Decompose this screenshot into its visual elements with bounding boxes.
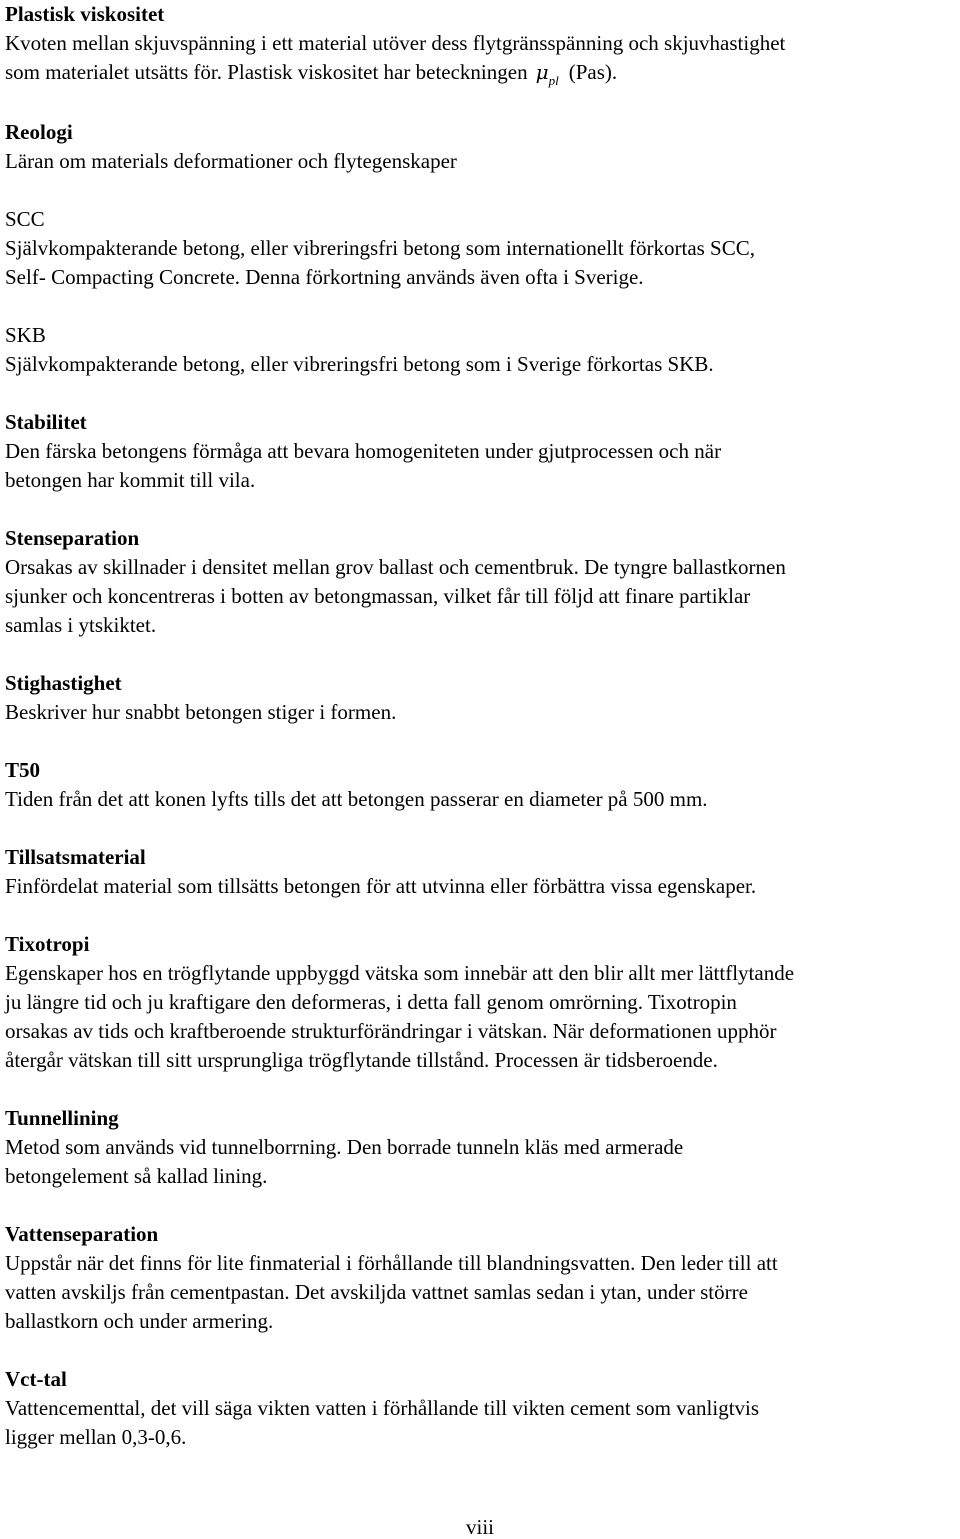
definition-line: sjunker och koncentreras i botten av betongmassan, vilket får till följd att finare partiklar bbox=[5, 584, 751, 608]
term-heading: T50 bbox=[5, 758, 41, 782]
definition-line: Beskriver hur snabbt betongen stiger i formen. bbox=[5, 700, 397, 724]
glossary-entry-skb bbox=[5, 321, 955, 379]
definition-line: vatten avskiljs från cementpastan. Det avskiljda vattnet samlas sedan i ytan, under större bbox=[5, 1280, 748, 1304]
glossary-entry-tunnellining bbox=[5, 1104, 955, 1191]
mu-symbol: μ bbox=[535, 60, 549, 84]
term-heading: Plastisk viskositet bbox=[5, 2, 165, 26]
definition-line: betongen har kommit till vila. bbox=[5, 468, 256, 492]
definition-text: som materialet utsätts för. Plastisk viskositet har beteckningen bbox=[5, 60, 528, 84]
definition-line: Finfördelat material som tillsätts betongen för att utvinna eller förbättra vissa egenskaper. bbox=[5, 874, 757, 898]
term-heading: Stighastighet bbox=[5, 671, 122, 695]
glossary-entry-tixotropi bbox=[5, 930, 955, 1075]
glossary-entry-stighastighet bbox=[5, 669, 955, 727]
term-heading: Reologi bbox=[5, 120, 73, 144]
definition-line: ju längre tid och ju kraftigare den deformeras, i detta fall genom omrörning. Tixotropin bbox=[5, 990, 737, 1014]
glossary-entry-reologi bbox=[5, 118, 955, 176]
glossary-entry-stabilitet bbox=[5, 408, 955, 495]
page-number: viii bbox=[465, 1515, 494, 1539]
glossary-entry-stenseparation bbox=[5, 524, 955, 640]
definition-line: Läran om materials deformationer och flytegenskaper bbox=[5, 149, 457, 173]
definition-line: Self- Compacting Concrete. Denna förkortning används även ofta i Sverige. bbox=[5, 265, 644, 289]
term-heading: SCC bbox=[5, 207, 45, 231]
glossary-entry-vattenseparation bbox=[5, 1220, 955, 1336]
definition-line: betongelement så kallad lining. bbox=[5, 1164, 268, 1188]
term-heading: Stenseparation bbox=[5, 526, 140, 550]
definition-line-with-symbol bbox=[5, 58, 955, 89]
glossary-entry-tillsatsmaterial bbox=[5, 843, 955, 901]
symbol-unit: (Pas). bbox=[568, 60, 618, 84]
definition-line: Den färska betongens förmåga att bevara homogeniteten under gjutprocessen och när bbox=[5, 439, 722, 463]
definition-line: ballastkorn och under armering. bbox=[5, 1309, 274, 1333]
definition-line: samlas i ytskiktet. bbox=[5, 613, 157, 637]
term-heading: Tunnellining bbox=[5, 1106, 119, 1130]
definition-line: Tiden från det att konen lyfts tills det att betongen passerar en diameter på 500 mm. bbox=[5, 787, 708, 811]
term-heading: Tillsatsmaterial bbox=[5, 845, 146, 869]
term-heading: Stabilitet bbox=[5, 410, 87, 434]
glossary-entry-vct-tal bbox=[5, 1365, 955, 1452]
definition-line: Vattencementtal, det vill säga vikten vatten i förhållande till vikten cement som vanligtvis bbox=[5, 1396, 760, 1420]
definition-line: Metod som används vid tunnelborrning. Den borrade tunneln kläs med armerade bbox=[5, 1135, 684, 1159]
definition-line: Orsakas av skillnader i densitet mellan grov ballast och cementbruk. De tyngre ballastkornen bbox=[5, 555, 786, 579]
term-heading: Vattenseparation bbox=[5, 1222, 159, 1246]
definition-line: Uppstår när det finns för lite finmaterial i förhållande till blandningsvatten. Den leder till att bbox=[5, 1251, 778, 1275]
symbol-subscript: pl bbox=[548, 73, 559, 88]
definition-line: Självkompakterande betong, eller vibreringsfri betong som internationellt förkortas SCC, bbox=[5, 236, 756, 260]
glossary-entry-plastisk-viskositet bbox=[5, 0, 955, 89]
glossary-entry-t50 bbox=[5, 756, 955, 814]
definition-line: orsakas av tids och kraftberoende strukturförändringar i vätskan. När deformationen upphör bbox=[5, 1019, 777, 1043]
definition-line: Egenskaper hos en trögflytande uppbyggd vätska som innebär att den blir allt mer lättflytande bbox=[5, 961, 795, 985]
term-heading: Vct-tal bbox=[5, 1367, 67, 1391]
glossary-entry-scc bbox=[5, 205, 955, 292]
definition-line: ligger mellan 0,3-0,6. bbox=[5, 1425, 187, 1449]
definition-line: Självkompakterande betong, eller vibreringsfri betong som i Sverige förkortas SKB. bbox=[5, 352, 714, 376]
term-heading: Tixotropi bbox=[5, 932, 90, 956]
term-heading: SKB bbox=[5, 323, 46, 347]
definition-line: återgår vätskan till sitt ursprungliga trögflytande tillstånd. Processen är tidsberoende. bbox=[5, 1048, 718, 1072]
definition-line: Kvoten mellan skjuvspänning i ett material utöver dess flytgränsspänning och skjuvhastighet bbox=[5, 31, 786, 55]
glossary-page bbox=[5, 0, 955, 1452]
